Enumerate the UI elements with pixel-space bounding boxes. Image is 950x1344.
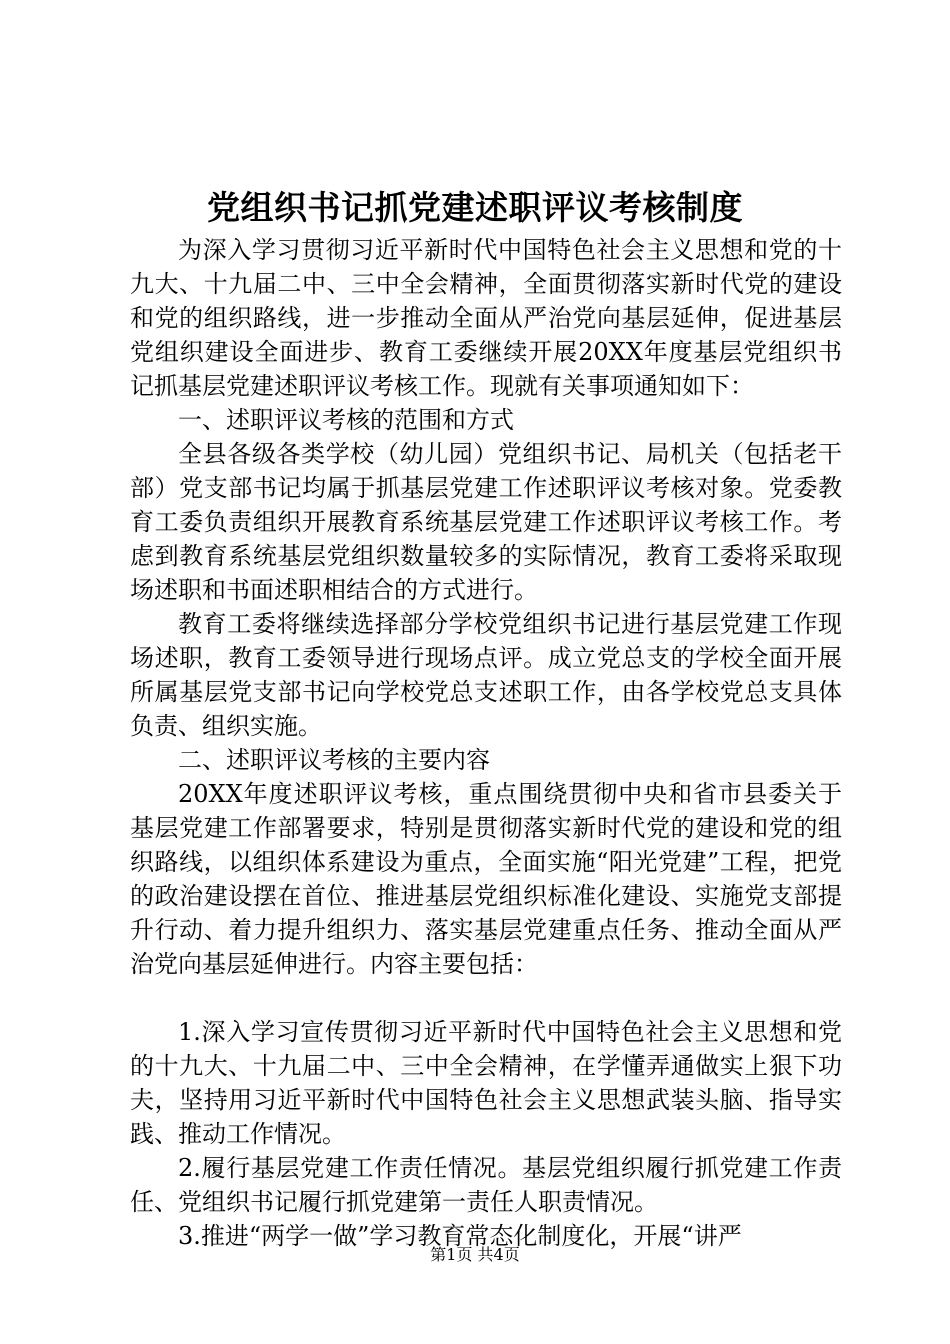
section-heading-2: 二、述职评议考核的主要内容 (178, 746, 490, 774)
list-item-3: 3.推进“两学一做”学习教育常态化制度化，开展“讲严 (178, 1222, 742, 1250)
list-item-2: 2.履行基层党建工作责任情况。基层党组织履行抓党建工作责任、党组织书记履行抓党建第一责任人职责情况。 (130, 1154, 842, 1216)
document-body (130, 233, 842, 1253)
intro-paragraph: 为深入学习贯彻习近平新时代中国特色社会主义思想和党的十九大、十九届二中、三中全会精神，全面贯彻落实新时代党的建设和党的组织路线，进一步推动全面从严治党向基层延伸，促进基层党组织建设全面进步、教育工委继续开展20XX年度基层党组织书记抓基层党建述职评议考核工作。现就有关事项通知如下： (130, 236, 842, 400)
body-paragraph: 全县各级各类学校（幼儿园）党组织书记、局机关（包括老干部）党支部书记均属于抓基层党建工作述职评议考核对象。党委教育工委负责组织开展教育系统基层党建工作述职评议考核工作。考虑到教育系统基层党组织数量较多的实际情况，教育工委将采取现场述职和书面述职相结合的方式进行。 (130, 440, 842, 604)
page-number-footer: 第1页 共4页 (430, 1245, 520, 1264)
list-item-1: 1.深入学习宣传贯彻习近平新时代中国特色社会主义思想和党的十九大、十九届二中、三中全会精神，在学懂弄通做实上狠下功夫，坚持用习近平新时代中国特色社会主义思想武装头脑、指导实践、推动工作情况。 (130, 1018, 842, 1148)
body-paragraph: 20XX年度述职评议考核，重点围绕贯彻中央和省市县委关于基层党建工作部署要求，特别是贯彻落实新时代党的建设和党的组织路线，以组织体系建设为重点，全面实施“阳光党建”工程，把党的政治建设摆在首位、推进基层党组织标准化建设、实施党支部提升行动、着力提升组织力、落实基层党建重点任务、推动全面从严治党向基层延伸进行。内容主要包括： (130, 780, 842, 978)
section-heading-1: 一、述职评议考核的范围和方式 (178, 406, 514, 434)
body-paragraph: 教育工委将继续选择部分学校党组织书记进行基层党建工作现场述职，教育工委领导进行现场点评。成立党总支的学校全面开展所属基层党支部书记向学校党总支述职工作，由各学校党总支具体负责、组织实施。 (130, 610, 842, 740)
document-title: 党组织书记抓党建述职评议考核制度 (207, 188, 743, 227)
blank-line (130, 981, 842, 1015)
